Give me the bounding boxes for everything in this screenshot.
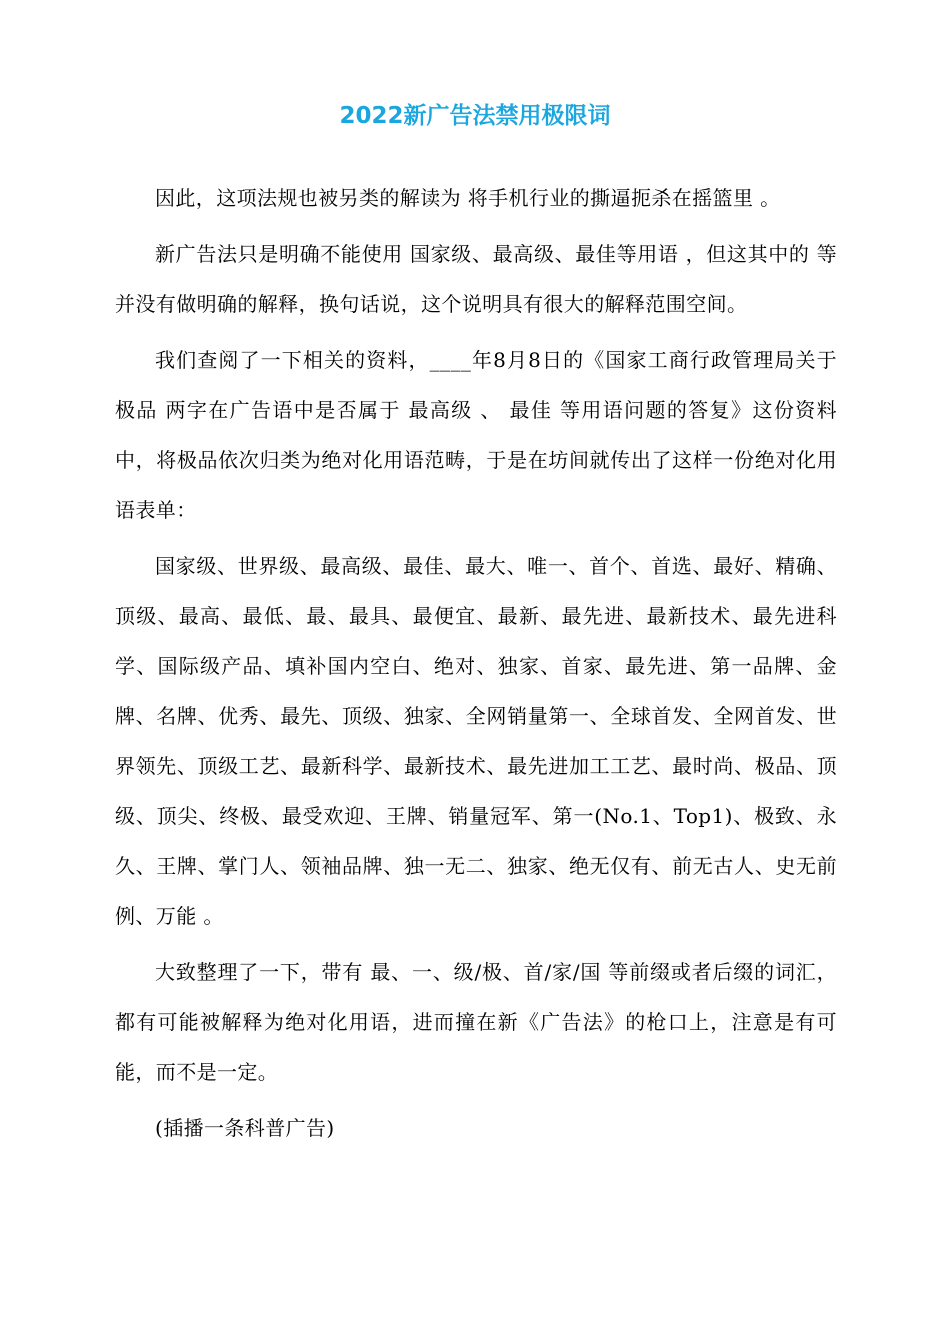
paragraph-6-ad-note: (插播一条科普广告) [155,1116,335,1140]
paragraph-1: 因此，这项法规也被另类的解读为 将手机行业的撕逼扼杀在摇篮里 。 [155,186,781,210]
document-title: 2022新广告法禁用极限词 [339,103,611,129]
paragraph-3: 我们查阅了一下相关的资料，____年8月8日的《国家工商行政管理局关于 极品 两字在广告语中是否属于 最高级 、 最佳 等用语问题的答复》这份资料中，将极品依次归类为绝对化用语范畴，于是在坊间就传出了这样一份绝对化用语表单： [115,348,837,522]
paragraph-5: 大致整理了一下，带有 最、一、级/极、首/家/国 等前缀或者后缀的词汇，都有可能被解释为绝对化用语，进而撞在新《广告法》的枪口上，注意是有可能，而不是一定。 [115,960,837,1084]
paragraph-2: 新广告法只是明确不能使用 国家级、最高级、最佳等用语 ，但这其中的 等 并没有做明确的解释，换句话说，这个说明具有很大的解释范围空间。 [115,242,837,316]
paragraph-4-word-list: 国家级、世界级、最高级、最佳、最大、唯一、首个、首选、最好、精确、顶级、最高、最低、最、最具、最便宜、最新、最先进、最新技术、最先进科学、国际级产品、填补国内空白、绝对、独家、首家、最先进、第一品牌、金牌、名牌、优秀、最先、顶级、独家、全网销量第一、全球首发、全网首发、世界领先、顶级工艺、最新科学、最新技术、最先进加工工艺、最时尚、极品、顶级、顶尖、终极、最受欢迎、王牌、销量冠军、第一(No.1、Top1)、极致、永久、王牌、掌门人、领袖品牌、独一无二、独家、绝无仅有、前无古人、史无前例、万能 。 [115,554,837,928]
document-body [115,173,837,1159]
